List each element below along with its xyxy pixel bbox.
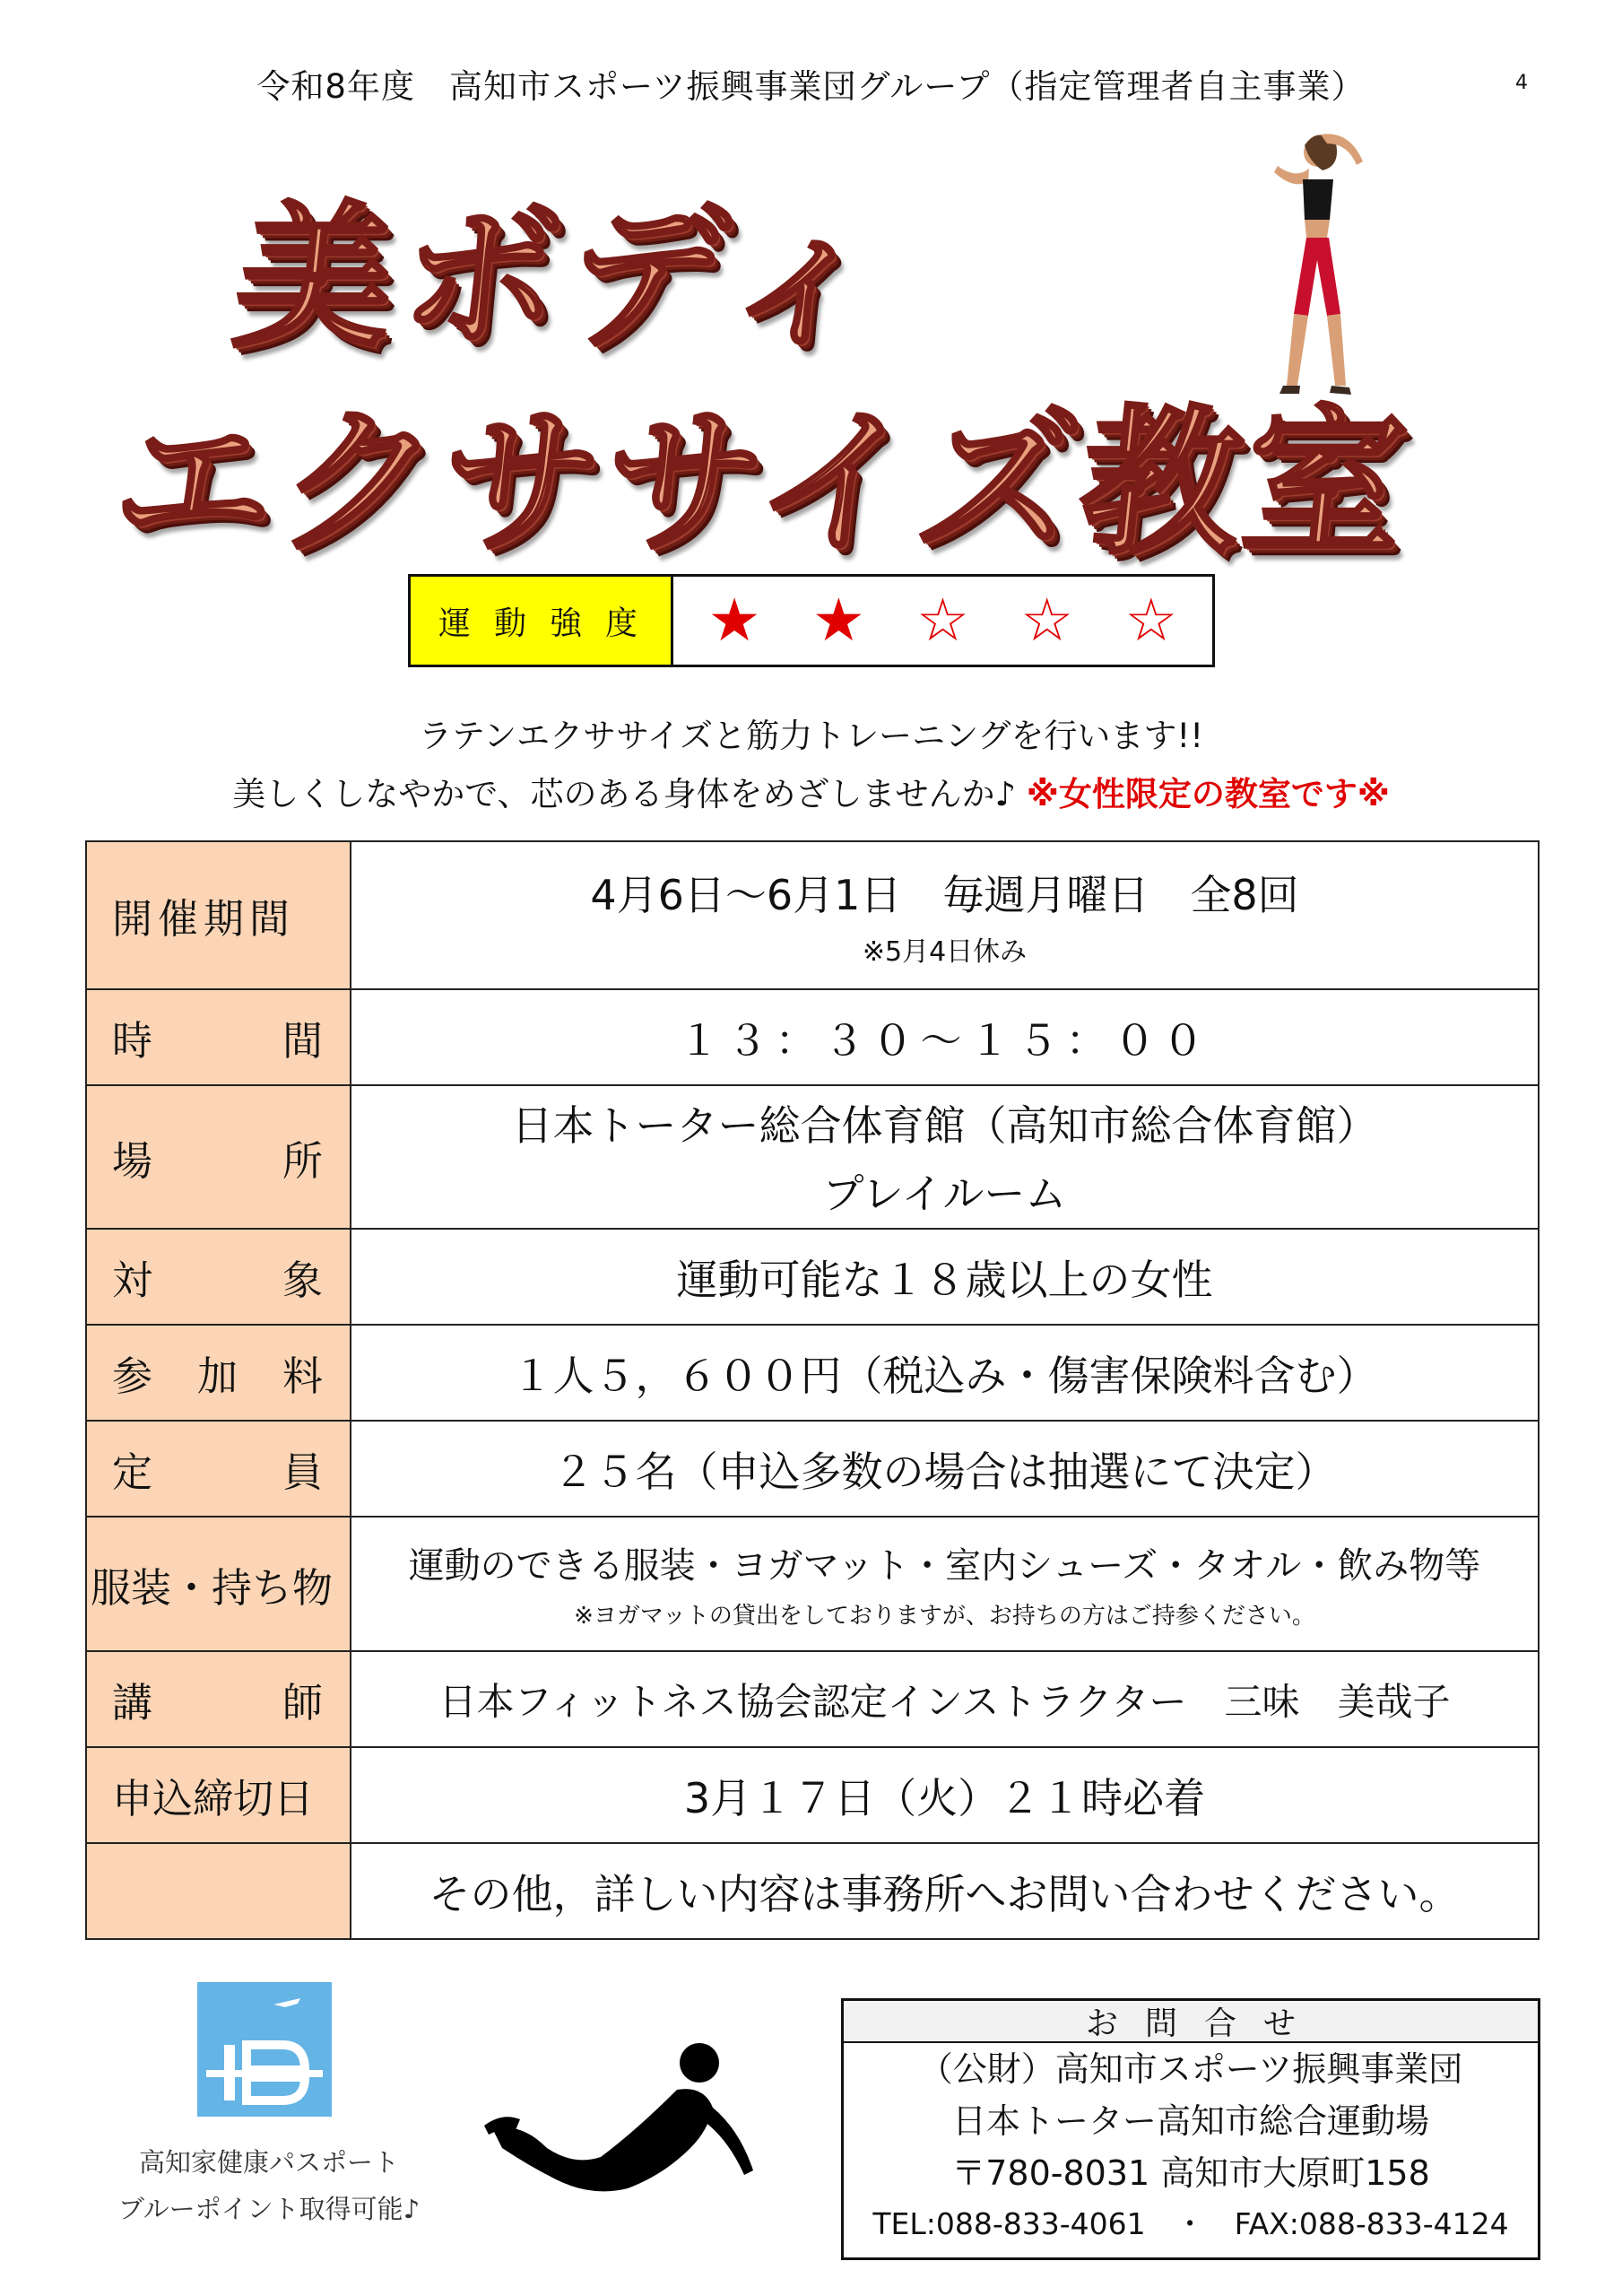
table-row (86, 1747, 1539, 1843)
belongings-label: 服装・持ち物 (86, 1517, 351, 1651)
period-label: 開催期間 (86, 841, 351, 989)
intro-line-1: ラテンエクササイズと筋力トレーニングを行います!! (418, 717, 1204, 755)
table-row (86, 1229, 1539, 1325)
intensity-stars (673, 577, 1212, 665)
title-line-1: 美ボディ (226, 187, 898, 370)
deadline-value: 3月１７日（火）２１時必着 (351, 1747, 1539, 1843)
exercise-intensity-box (408, 574, 1215, 667)
capacity-label: 定 員 (112, 1448, 323, 1496)
empty-label-cell (86, 1843, 351, 1939)
passport-line-2: ブルーポイント取得可能♪ (117, 2194, 421, 2224)
star-icon: ★ (707, 586, 761, 655)
star-outline-icon: ☆ (1020, 586, 1074, 655)
intro-line-2 (0, 767, 1622, 815)
intro-text: 美しくしなやかで、芯のある身体をめざしませんか♪ (232, 775, 1017, 813)
health-passport-logo (197, 1982, 332, 2117)
intensity-label: 運動強度 (411, 577, 673, 665)
table-row (86, 841, 1539, 989)
details-table (85, 840, 1540, 1940)
contact-phone-fax: TEL:088-833-4061 ・ FAX:088-833-4124 (872, 2206, 1509, 2241)
table-row (86, 1325, 1539, 1421)
passport-caption (117, 2139, 421, 2232)
period-note: ※5月4日休み (862, 935, 1028, 968)
star-icon: ★ (811, 586, 865, 655)
dancer-silhouette (484, 2022, 753, 2202)
table-row (86, 1421, 1539, 1517)
place-label: 場 所 (112, 1136, 323, 1185)
time-value: １３：３０～１５：００ (351, 989, 1539, 1085)
contact-org: （公財）高知市スポーツ振興事業団 (918, 2049, 1463, 2089)
table-row (86, 1651, 1539, 1747)
page-number: 4 (1515, 72, 1528, 94)
time-label: 時 間 (112, 1017, 323, 1065)
table-row (86, 1517, 1539, 1651)
period-value: 4月6日～6月1日 毎週月曜日 全8回 (590, 870, 1299, 919)
table-row (86, 989, 1539, 1085)
women-only-notice: ※女性限定の教室です※ (1026, 775, 1390, 813)
target-value: 運動可能な１８歳以上の女性 (351, 1229, 1539, 1325)
capacity-value: ２５名（申込多数の場合は抽選にて決定） (351, 1421, 1539, 1517)
contact-facility: 日本トーター高知市総合運動場 (951, 2101, 1429, 2141)
fee-value: １人５，６００円（税込み・傷害保険料含む） (351, 1325, 1539, 1421)
deadline-label: 申込締切日 (86, 1747, 351, 1843)
table-row (86, 1085, 1539, 1229)
passport-line-1: 高知家健康パスポート (138, 2147, 399, 2178)
target-label: 対 象 (112, 1257, 323, 1304)
header-text: 令和8年度 高知市スポーツ振興事業団グループ（指定管理者自主事業） (256, 67, 1366, 106)
other-info: その他，詳しい内容は事務所へお問い合わせください。 (351, 1843, 1539, 1939)
star-outline-icon: ☆ (915, 586, 970, 655)
contact-address: 〒780-8031 高知市大原町158 (951, 2153, 1430, 2193)
place-room: プレイルーム (822, 1170, 1067, 1218)
contact-box (841, 1998, 1540, 2260)
belongings-value: 運動のできる服装・ヨガマット・室内シューズ・タオル・飲み物等 (408, 1545, 1481, 1587)
table-row (86, 1843, 1539, 1939)
belongings-note: ※ヨガマットの貸出をしておりますが、お持ちの方はご持参ください。 (574, 1603, 1315, 1630)
place-value: 日本トーター総合体育館（高知市総合体育館） (511, 1101, 1378, 1150)
star-outline-icon: ☆ (1124, 586, 1178, 655)
fee-label: 参 加 料 (112, 1352, 323, 1400)
instructor-label: 講 師 (112, 1679, 323, 1726)
contact-title: お問合せ (844, 2001, 1538, 2043)
title-line-2: エクササイズ教室 (105, 390, 1418, 576)
instructor-value: 日本フィットネス協会認定インストラクター 三味 美哉子 (351, 1651, 1539, 1747)
